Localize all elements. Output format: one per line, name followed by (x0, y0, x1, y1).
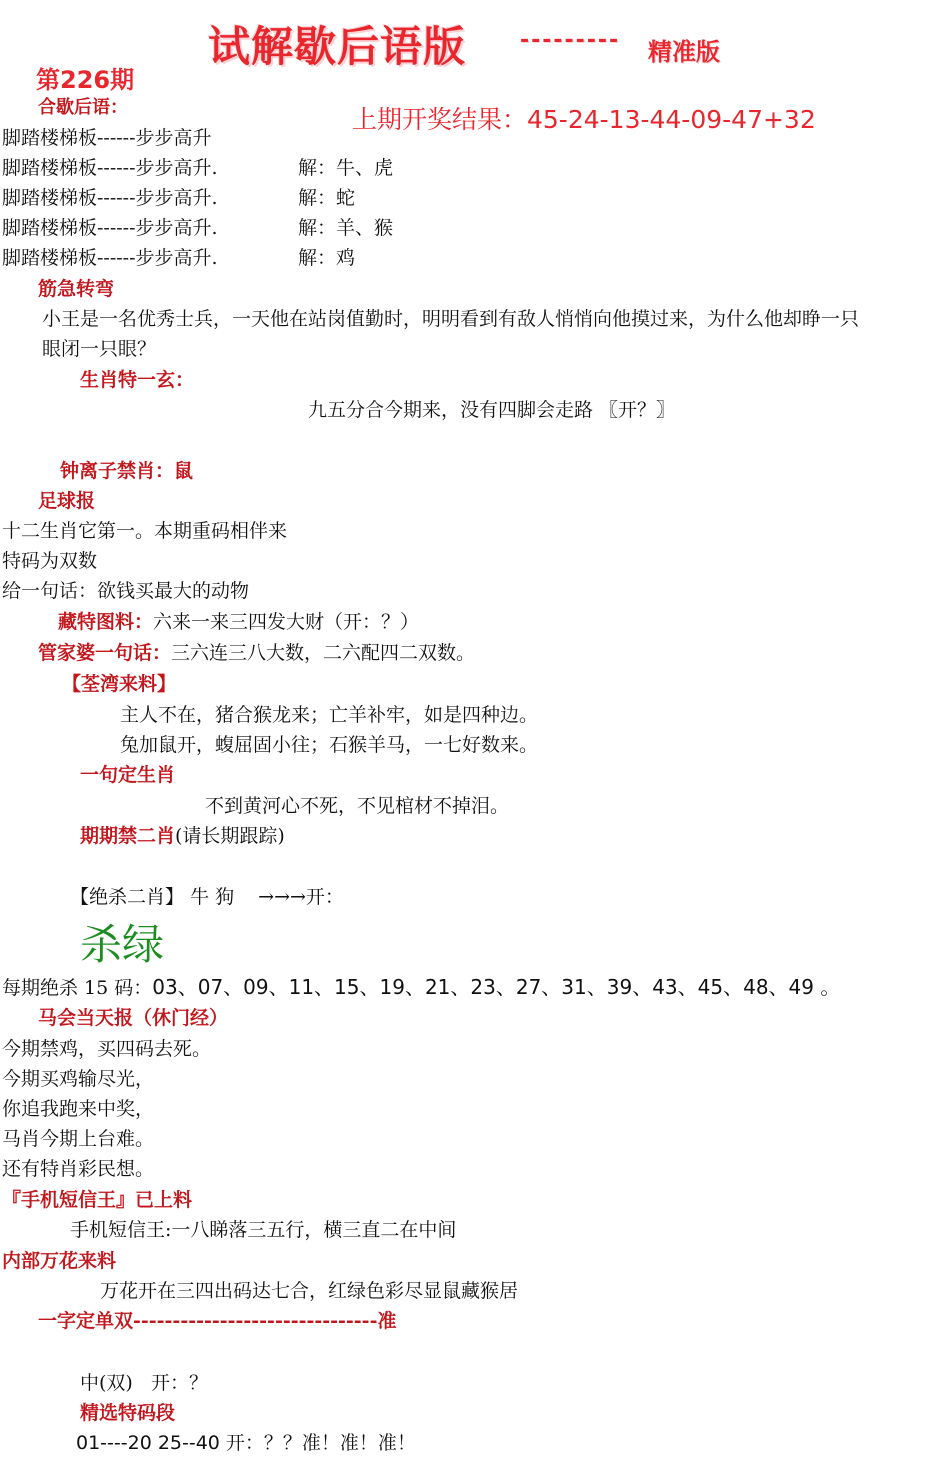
housekeeper-label: 管家婆一句话： (38, 642, 172, 664)
brain-teaser-line: 眼闭一只眼？ (42, 338, 157, 360)
brain-teaser-heading: 筋急转弯 (38, 278, 115, 300)
kill-two-text: 牛 狗 (190, 886, 235, 908)
xiehouyu-line: 脚踏楼梯板------步步高升 (2, 127, 212, 149)
segment-heading: 精选特码段 (80, 1402, 176, 1424)
xiehouyu-line: 脚踏楼梯板------步步高升. (2, 217, 218, 239)
title-dashes: --------- (520, 28, 621, 53)
last-result: 上期开奖结果：45-24-13-44-09-47+32 (352, 105, 816, 134)
kill-two-row (70, 885, 344, 909)
wanhua-text: 万花开在三四出码达七合，红绿色彩尽显鼠藏猴居 (100, 1280, 519, 1302)
horse-paper-line: 你追我跑来中奖， (2, 1098, 155, 1120)
long-ban-row (80, 824, 285, 848)
issue-number: 第226期 (36, 66, 135, 94)
housekeeper-text: 三六连三八大数，二六配四二双数。 (171, 642, 476, 664)
one-sentence-text: 不到黄河心不死，不见棺材不掉泪。 (205, 795, 510, 817)
kill-two-label: 【绝杀二肖】 (70, 886, 185, 908)
horse-paper-line: 今期买鸡输尽光， (2, 1068, 155, 1090)
long-ban-heading: 期期禁二肖 (80, 825, 176, 847)
odd-even-text: 中(双) 开：？ (80, 1372, 208, 1394)
horse-paper-line: 马肖今期上台难。 (2, 1128, 155, 1150)
hidden-chart-text: 六来一来三四发大财（开：？） (153, 611, 420, 633)
xiehouyu-answer: 解：鸡 (298, 247, 356, 269)
segment-text: 01----20 25--40 开：？？准！准！准！ (76, 1432, 416, 1454)
one-sentence-heading: 一句定生肖 (80, 764, 176, 786)
xiehouyu-heading: 合歇后语： (38, 97, 128, 118)
housekeeper-row (38, 641, 475, 665)
kill-green: 杀绿 (80, 920, 165, 969)
football-heading: 足球报 (38, 490, 96, 512)
quanwan-line: 主人不在，猪合猴龙来；亡羊补牢，如是四种边。 (120, 704, 539, 726)
xiehouyu-line: 脚踏楼梯板------步步高升. (2, 187, 218, 209)
zodiac-mystery-heading: 生肖特一玄： (80, 369, 195, 391)
xiehouyu-line: 脚踏楼梯板------步步高升. (2, 247, 218, 269)
xiehouyu-answer: 解：羊、猴 (298, 217, 394, 239)
horse-paper-line: 还有特肖彩民想。 (2, 1158, 155, 1180)
quanwan-line: 兔加鼠开，蝮屈固小往；石猴羊马，一七好数来。 (120, 734, 539, 756)
hidden-chart-row (58, 610, 419, 634)
odd-even-heading: 一字定单双-------------------------------准 (38, 1310, 397, 1332)
hidden-chart-label: 藏特图料： (58, 611, 154, 633)
horse-paper-heading: 马会当天报（休门经） (38, 1007, 229, 1029)
kill-codes-label: 每期绝杀 15 码： (2, 977, 153, 999)
sms-king-heading: 『手机短信王』已上料 (2, 1189, 193, 1211)
kill-two-arrows: →→→开： (258, 886, 344, 908)
quanwan-heading: 【荃湾来料】 (62, 673, 177, 695)
page-subtitle: 精准版 (648, 38, 720, 66)
xiehouyu-answer: 解：蛇 (298, 187, 356, 209)
zhongli-ban: 钟离子禁肖：鼠 (60, 460, 194, 482)
kill-codes-numbers: 03、07、09、11、15、19、21、23、27、31、39、43、45、48、49 。 (152, 975, 841, 999)
xiehouyu-answer: 解：牛、虎 (298, 157, 394, 179)
sms-king-text: 手机短信王:一八睇落三五行，横三直二在中间 (70, 1219, 457, 1241)
page-title: 试解歇后语版 (208, 22, 467, 71)
brain-teaser-line: 小王是一名优秀士兵，一天他在站岗值勤时，明明看到有敌人悄悄向他摸过来，为什么他却睁一只 (42, 308, 860, 330)
long-ban-note: (请长期跟踪) (175, 825, 285, 847)
football-line: 给一句话：欲钱买最大的动物 (2, 580, 250, 602)
football-line: 十二生肖它第一。本期重码相伴来 (2, 520, 288, 542)
kill-codes-row (2, 975, 840, 1000)
xiehouyu-line: 脚踏楼梯板------步步高升. (2, 157, 218, 179)
football-line: 特码为双数 (2, 550, 98, 572)
horse-paper-line: 今期禁鸡，买四码去死。 (2, 1038, 212, 1060)
wanhua-heading: 内部万花来料 (2, 1250, 117, 1272)
zodiac-mystery-text: 九五分合今期来，没有四脚会走路 〖开？〗 (308, 399, 676, 421)
